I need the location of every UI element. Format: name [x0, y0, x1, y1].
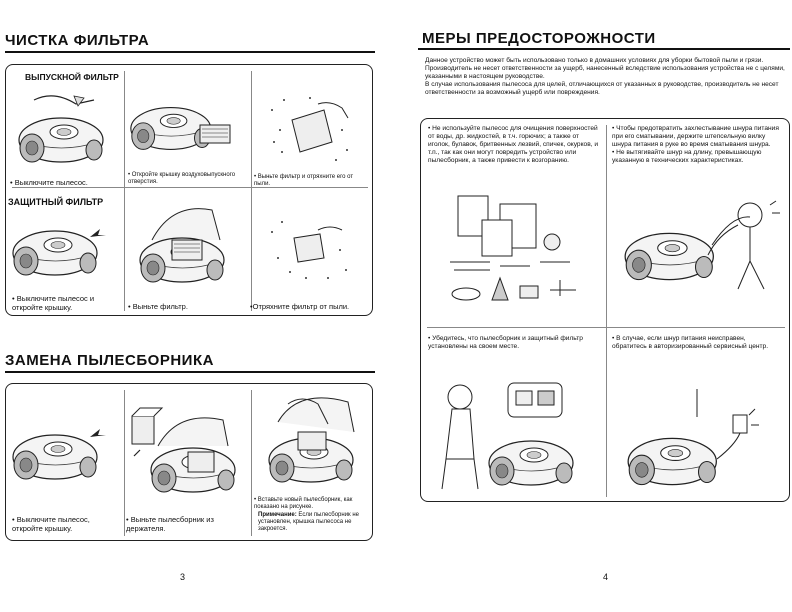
protect-step-2: • Выньте фильтр. — [128, 302, 188, 311]
page-number-left: 3 — [180, 572, 186, 582]
hazard-items-illustration — [440, 190, 590, 310]
bag-replacement-title: ЗАМЕНА ПЫЛЕСБОРНИКА — [5, 352, 214, 369]
divider — [124, 390, 125, 536]
bag-title-rule — [5, 371, 375, 373]
left-page-title: ЧИСТКА ФИЛЬТРА — [5, 32, 150, 49]
bag-note-label: Примечание: — [258, 512, 297, 518]
divider — [606, 125, 607, 497]
right-title-rule — [418, 48, 790, 50]
divider — [124, 71, 125, 311]
protective-filter-heading: ЗАЩИТНЫЙ ФИЛЬТР — [8, 197, 104, 207]
precaution-liquids: • Не используйте пылесос для очищения поверхностей от воды, др. жидкостей, в т.ч. горючих; а также от иголок, булавок, бритвенных лезвий, спичек, окурков, и т.п., так как они могут повредить устройство или пылесборник, а также привести к возгоранию. — [428, 125, 599, 164]
intro-paragraph-2: В случае использования пылесоса для целей, отличающихся от указанных в руководстве, производитель не несет ответственности за возможный ущерб или повреждения. — [425, 81, 779, 96]
bag-step-2: • Выньте пылесборник из держателя. — [126, 515, 214, 533]
exhaust-filter-heading: ВЫПУСКНОЙ ФИЛЬТР — [25, 72, 119, 82]
divider — [251, 71, 252, 311]
vacuum-exhaust-filter-illustration — [128, 95, 238, 165]
vacuum-open-lid-bag-illustration — [10, 415, 120, 490]
page-number-right: 4 — [603, 572, 609, 582]
bag-step-3: • Вставьте новый пылесборник, как показано на рисунке. — [254, 497, 353, 511]
left-title-rule — [5, 51, 375, 53]
vacuum-faulty-cord-illustration — [625, 385, 775, 495]
exhaust-step-1: • Выключите пылесос. — [10, 178, 88, 187]
person-checking-filter-illustration — [430, 375, 595, 495]
precaution-faulty-cord: • В случае, если шнур питания неисправен, обратитесь в авторизированный сервисный центр. — [612, 335, 769, 350]
exhaust-step-3: • Выньте фильтр и отряхните его от пыли. — [254, 174, 354, 188]
right-page-title: МЕРЫ ПРЕДОСТОРОЖНОСТИ — [422, 30, 656, 47]
intro-paragraph-1: Данное устройство может быть использовано только в домашних условиях для уборки бытовой пыли и грязи. Производитель не несет ответственности за ущерб, нанесенный вследствие использования устройства не с целями, указанными в настоящем руководстве. — [425, 57, 785, 80]
bag-insertion-illustration — [258, 392, 368, 492]
protect-step-3: •Отряхните фильтр от пыли. — [250, 302, 350, 311]
divider — [427, 327, 785, 328]
vacuum-open-lid-illustration — [10, 215, 120, 290]
precaution-bag-installed: • Убедитесь, что пылесборник и защитный фильтр установлены на своем месте. — [428, 335, 583, 350]
bag-removal-illustration — [128, 400, 243, 500]
exhaust-step-2: • Откройте крышку воздуховыпускного отверстия. — [128, 172, 236, 186]
bag-step-1: • Выключите пылесос, откройте крышку. — [12, 515, 90, 533]
precaution-cord-winding: • Чтобы предотвратить захлестывание шнура питания при его сматывании, держите штепсельную вилку шнура питания в руке во время сматывания шнура. • Не вытягивайте шнур на длину, превышающую указанную в технических характеристиках. — [612, 125, 779, 164]
vacuum-open-cover-illustration — [14, 90, 114, 170]
protect-step-1: • Выключите пылесос и откройте крышку. — [12, 294, 95, 312]
bag-note — [258, 512, 370, 534]
vacuum-protective-filter-illustration — [132, 200, 242, 290]
precautions-intro — [425, 57, 785, 97]
filter-shaking-illustration — [262, 90, 362, 170]
person-cord-winding-illustration — [620, 195, 780, 295]
divider — [251, 390, 252, 536]
protective-filter-shaking-illustration — [262, 212, 362, 287]
bag-note-text: Если пылесборник не установлен, крышка пылесоса не закроется. — [258, 512, 360, 533]
